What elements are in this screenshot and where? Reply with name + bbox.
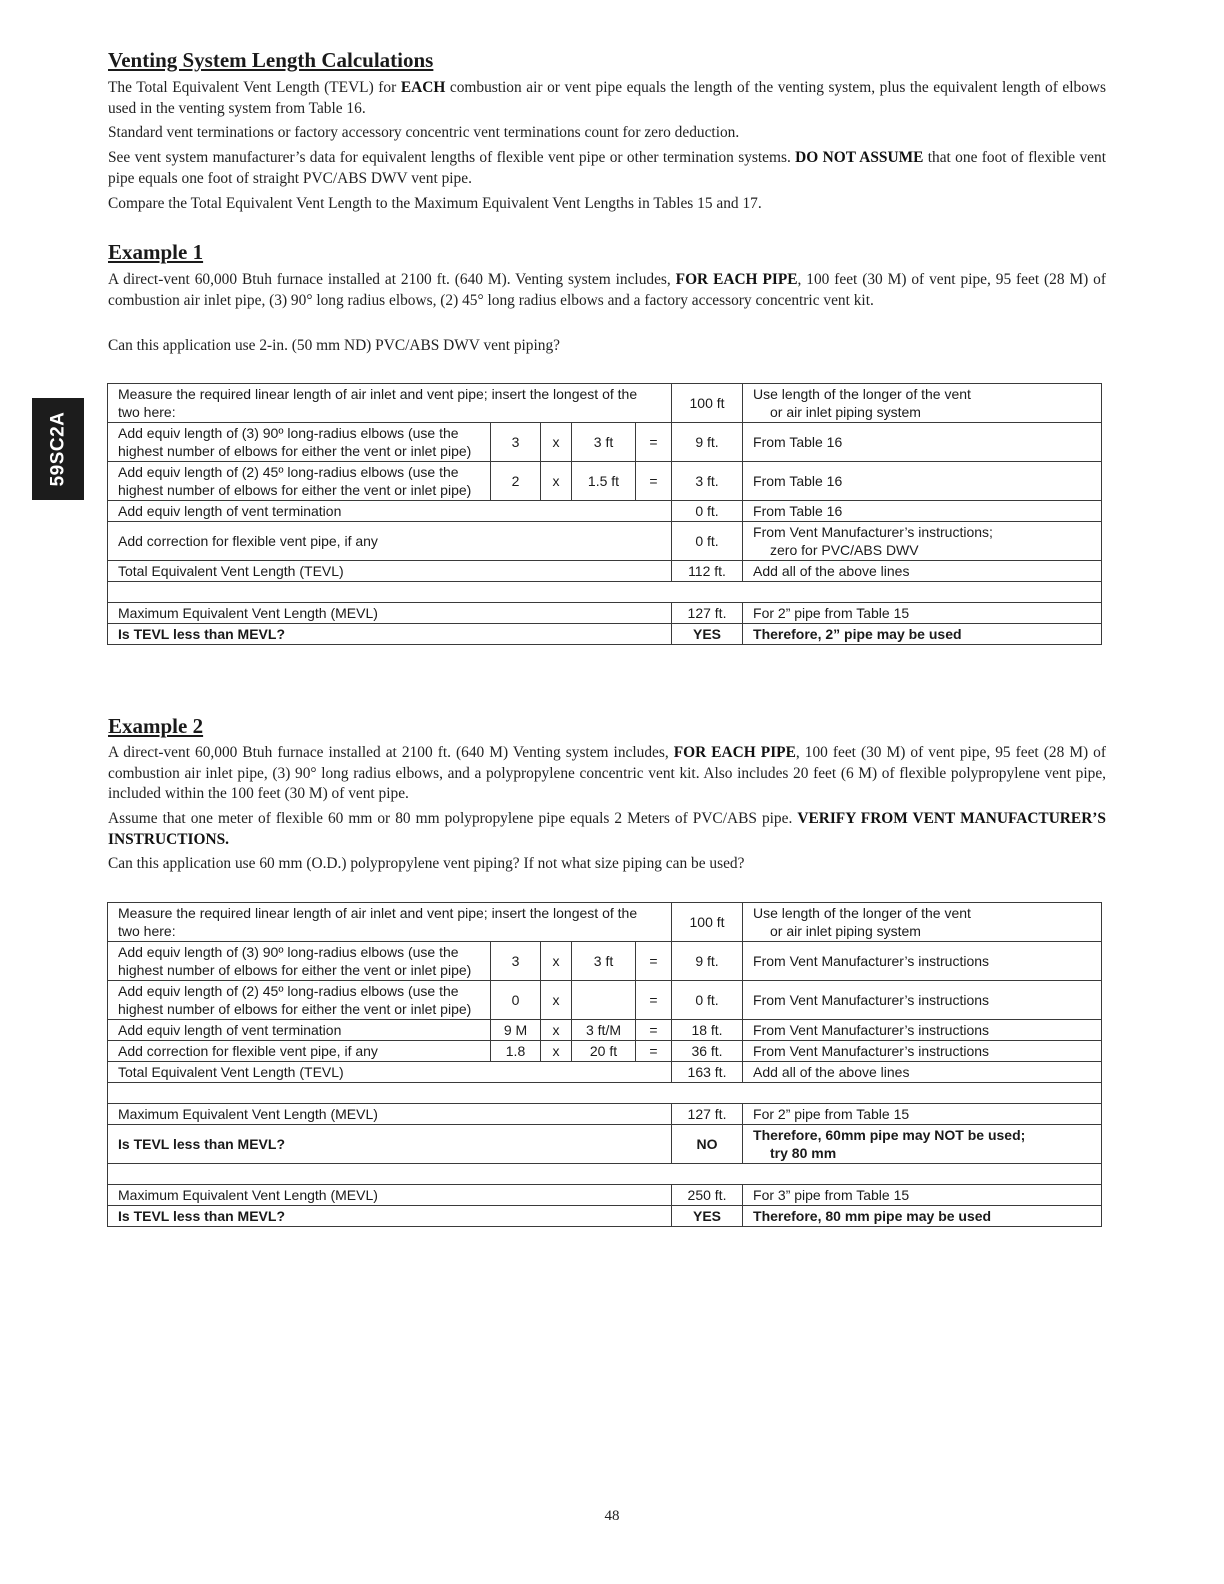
row-note: Use length of the longer of the vent or air inlet piping system (743, 903, 1102, 942)
table-row (108, 1062, 1102, 1083)
row-value: 127 ft. (672, 1104, 743, 1125)
row-value: 250 ft. (672, 1185, 743, 1206)
row-eq: = (636, 1041, 672, 1062)
row-op: x (541, 942, 572, 981)
row-eq: = (636, 1020, 672, 1041)
row-label: Add equiv length of (2) 45º long-radius elbows (use the highest number of elbows for either the vent or inlet pipe) (108, 981, 491, 1020)
row-note: Therefore, 60mm pipe may NOT be used; try 80 mm (743, 1125, 1102, 1164)
table-row (108, 942, 1102, 981)
row-unit: 3 ft/M (572, 1020, 636, 1041)
section-paragraph-1: The Total Equivalent Vent Length (TEVL) for EACH combustion air or vent pipe equals the length of the venting system, plus the equivalent length of elbows used in the venting system from Table 16. (108, 79, 1107, 117)
table-row (108, 1125, 1102, 1164)
table-spacer-row (108, 582, 1102, 603)
row-label: Add correction for flexible vent pipe, if any (108, 1041, 491, 1062)
row-note: Use length of the longer of the vent or air inlet piping system (743, 384, 1102, 423)
side-tab (32, 398, 84, 500)
row-qty: 1.8 (491, 1041, 541, 1062)
table-row (108, 462, 1102, 501)
row-qty: 3 (491, 423, 541, 462)
example2-table (107, 902, 1102, 1227)
example1-table (107, 383, 1102, 645)
table-row (108, 1206, 1102, 1227)
row-note: For 2” pipe from Table 15 (743, 603, 1102, 624)
table-row (108, 981, 1102, 1020)
row-qty: 9 M (491, 1020, 541, 1041)
row-note: From Table 16 (743, 462, 1102, 501)
row-value: 0 ft. (672, 981, 743, 1020)
row-value: 127 ft. (672, 603, 743, 624)
table-row (108, 603, 1102, 624)
row-note: Add all of the above lines (743, 1062, 1102, 1083)
table-row (108, 1104, 1102, 1125)
example1-title: Example 1 (108, 240, 204, 264)
row-value: 112 ft. (672, 561, 743, 582)
row-unit: 20 ft (572, 1041, 636, 1062)
row-value: 3 ft. (672, 462, 743, 501)
row-label: Add correction for flexible vent pipe, if any (108, 522, 672, 561)
table-row (108, 624, 1102, 645)
example2-paragraph-3: Can this application use 60 mm (O.D.) polypropylene vent piping? If not what size piping can be used? (108, 855, 745, 872)
table-row (108, 1041, 1102, 1062)
row-value: 163 ft. (672, 1062, 743, 1083)
row-label: Add equiv length of (2) 45º long-radius elbows (use the highest number of elbows for either the vent or inlet pipe) (108, 462, 491, 501)
row-note: From Vent Manufacturer’s instructions (743, 1020, 1102, 1041)
row-label: Total Equivalent Vent Length (TEVL) (108, 1062, 672, 1083)
row-eq: = (636, 462, 672, 501)
table-row (108, 501, 1102, 522)
row-value: 36 ft. (672, 1041, 743, 1062)
row-qty: 2 (491, 462, 541, 501)
row-value: 100 ft (672, 384, 743, 423)
page-number: 48 (604, 1508, 620, 1524)
row-note: For 3” pipe from Table 15 (743, 1185, 1102, 1206)
table-row (108, 1185, 1102, 1206)
section-paragraph-4: Compare the Total Equivalent Vent Length to the Maximum Equivalent Vent Lengths in Tables 15 and 17. (108, 195, 762, 212)
table-row (108, 1020, 1102, 1041)
table-row (108, 384, 1102, 423)
example1-paragraph-1: A direct-vent 60,000 Btuh furnace installed at 2100 ft. (640 M). Venting system includes, FOR EACH PIPE, 100 feet (30 M) of vent pipe, 95 feet (28 M) of combustion air inlet pipe, (3) 90° long radius elbows, (2) 45° long radius elbows and a factory accessory concentric vent kit. (108, 271, 1106, 309)
row-label: Measure the required linear length of air inlet and vent pipe; insert the longest of the two here: (108, 903, 672, 942)
section-paragraph-2: Standard vent terminations or factory accessory concentric vent terminations count for zero deduction. (108, 124, 740, 141)
row-note: From Table 16 (743, 501, 1102, 522)
row-unit: 1.5 ft (572, 462, 636, 501)
row-eq: = (636, 423, 672, 462)
section-paragraph-3: See vent system manufacturer’s data for equivalent lengths of flexible vent pipe or other termination systems. DO NOT ASSUME that one foot of flexible vent pipe equals one foot of straight PVC/ABS DWV vent pipe. (108, 149, 1106, 187)
example2-paragraph-2: Assume that one meter of flexible 60 mm or 80 mm polypropylene pipe equals 2 Meters of PVC/ABS pipe. VERIFY FROM VENT MANUFACTURER’S INSTRUCTIONS. (108, 810, 1106, 848)
row-eq: = (636, 942, 672, 981)
row-note: From Vent Manufacturer’s instructions (743, 1041, 1102, 1062)
row-label: Total Equivalent Vent Length (TEVL) (108, 561, 672, 582)
row-label: Add equiv length of vent termination (108, 501, 672, 522)
table-spacer-row (108, 1164, 1102, 1185)
table-row (108, 522, 1102, 561)
row-unit: 3 ft (572, 942, 636, 981)
row-label: Is TEVL less than MEVL? (108, 1125, 672, 1164)
row-label: Measure the required linear length of air inlet and vent pipe; insert the longest of the two here: (108, 384, 672, 423)
row-label: Add equiv length of (3) 90º long-radius elbows (use the highest number of elbows for either the vent or inlet pipe) (108, 423, 491, 462)
row-label: Is TEVL less than MEVL? (108, 624, 672, 645)
row-note: Therefore, 2” pipe may be used (743, 624, 1102, 645)
row-qty: 0 (491, 981, 541, 1020)
row-value: 0 ft. (672, 501, 743, 522)
section-title: Venting System Length Calculations (108, 48, 434, 72)
side-tab-label: 59SC2A (47, 411, 69, 487)
example2-title: Example 2 (108, 714, 204, 738)
row-value: NO (672, 1125, 743, 1164)
example1-paragraph-2: Can this application use 2-in. (50 mm ND) PVC/ABS DWV vent piping? (108, 337, 560, 354)
row-value: 0 ft. (672, 522, 743, 561)
row-qty: 3 (491, 942, 541, 981)
row-unit (572, 981, 636, 1020)
row-note: From Vent Manufacturer’s instructions; zero for PVC/ABS DWV (743, 522, 1102, 561)
row-value: 18 ft. (672, 1020, 743, 1041)
row-value: YES (672, 624, 743, 645)
row-label: Add equiv length of vent termination (108, 1020, 491, 1041)
table-spacer-row (108, 1083, 1102, 1104)
row-op: x (541, 1041, 572, 1062)
row-label: Maximum Equivalent Vent Length (MEVL) (108, 1185, 672, 1206)
table-row (108, 903, 1102, 942)
row-value: 9 ft. (672, 423, 743, 462)
row-note: Add all of the above lines (743, 561, 1102, 582)
row-note: From Vent Manufacturer’s instructions (743, 942, 1102, 981)
row-label: Add equiv length of (3) 90º long-radius elbows (use the highest number of elbows for either the vent or inlet pipe) (108, 942, 491, 981)
table-row (108, 423, 1102, 462)
row-eq: = (636, 981, 672, 1020)
row-op: x (541, 981, 572, 1020)
row-note: From Table 16 (743, 423, 1102, 462)
row-op: x (541, 423, 572, 462)
row-op: x (541, 462, 572, 501)
row-note: For 2” pipe from Table 15 (743, 1104, 1102, 1125)
table-row (108, 561, 1102, 582)
row-value: 9 ft. (672, 942, 743, 981)
row-label: Maximum Equivalent Vent Length (MEVL) (108, 603, 672, 624)
row-label: Is TEVL less than MEVL? (108, 1206, 672, 1227)
row-op: x (541, 1020, 572, 1041)
row-value: 100 ft (672, 903, 743, 942)
row-label: Maximum Equivalent Vent Length (MEVL) (108, 1104, 672, 1125)
row-note: From Vent Manufacturer’s instructions (743, 981, 1102, 1020)
row-unit: 3 ft (572, 423, 636, 462)
example2-paragraph-1: A direct-vent 60,000 Btuh furnace installed at 2100 ft. (640 M) Venting system includes, FOR EACH PIPE, 100 feet (30 M) of vent pipe, 95 feet (28 M) of combustion air inlet pipe, (3) 90° long radius elbows, and a polypropylene concentric vent kit. Also includes 20 feet (6 M) of flexible polypropylene vent pipe, included within the 100 feet (30 M) of vent pipe. (108, 744, 1106, 802)
row-note: Therefore, 80 mm pipe may be used (743, 1206, 1102, 1227)
row-value: YES (672, 1206, 743, 1227)
